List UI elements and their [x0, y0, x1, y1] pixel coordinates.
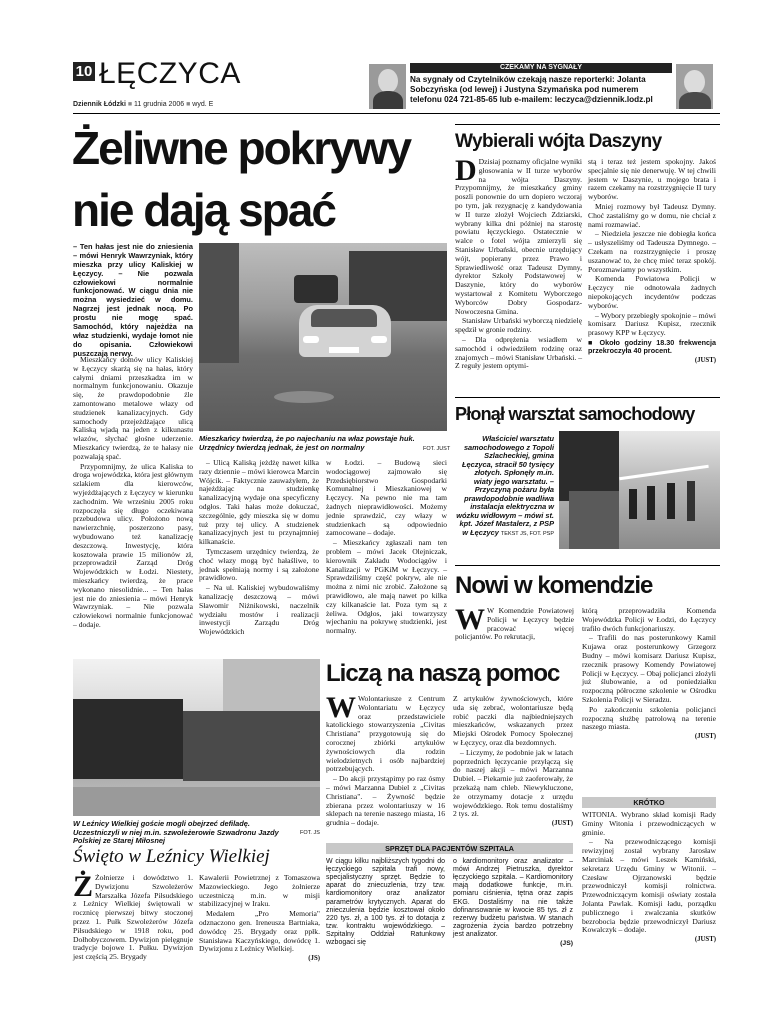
- krotko-bar: KRÓTKO: [582, 797, 716, 808]
- fire-credit: TEKST JS, FOT. PSP: [500, 530, 554, 537]
- issue-date: 11 grudnia 2006: [134, 101, 185, 108]
- parade-column-2: [199, 874, 320, 963]
- main-col1-p1: Mieszkańcy domów ulicy Kaliskiej w Łęczycy skarżą się na hałas, który całymi dniami przeszkadza im w normalnym funkcjonowaniu. Okazuje się, że prawdopodobnie źle zamontowano metalowe włazy od studzienek kanalizacyjnych. Gdy samochody przejeżdżające ulicą Kaliską wjadą na jeden z kilkunastu włazów, słychać głośne uderzenie. Mieszkańcy twierdzą, że te hałasy nie pozwalają spać.: [73, 355, 193, 461]
- sprzet-signature: (JS): [560, 940, 573, 948]
- pomoc-headline: Liczą na naszą pomoc: [326, 660, 560, 687]
- fire-rule: [455, 397, 720, 398]
- car-photo: [199, 243, 447, 431]
- parade-col1-text: Żołnierze i dowództwo 1. Dywizjonu Szwoleżerów Marszałka Józefa Piłsudskiego z Leźnicy Wielkiej świętowali w rocznicę pierwszej bitwy stoczonej przez 1. Pułk Szwoleżerów Józefa Piłsudskiego w 1918 roku, pod Dołhobyczowem. Dywizjon pielęgnuje tradycje bojowe 1. Pułku. Dywizjon jest częścią 25. Brygady: [73, 873, 193, 962]
- signals-bar: CZEKAMY NA SYGNAŁY: [410, 63, 672, 73]
- pomoc-col2-p1: Z artykułów żywnościowych, które uda się zebrać, wolontariusze będą robić paczki dla najbiedniejszych mieszkańców, wskazanych przez Miejski Ośrodek Pomocy Społecznej w Łęczycy, oraz dla bezdomnych.: [453, 694, 573, 747]
- komenda-col2-p3: Po zakończeniu szkolenia policjanci rozpoczną służbę patrolową na terenie naszego miasta.: [582, 704, 716, 732]
- komenda-column-1: [455, 603, 574, 643]
- wojt-col2-p3: – Niedziela jeszcze nie dobiegła końca – usłyszeliśmy od Tadeusza Dymnego. – Czekam na rozstrzygnięcie i proszę uszanować to, że chcę mieć teraz spokój. Porozmawiamy po wszystkim.: [588, 229, 716, 274]
- komenda-col2-p2: – Trafili do nas posterunkowy Kamil Kujawa oraz posterunkowy Grzegorz Budny – mówi komisarz Dariusz Kupisz, rzecznik prasowy Komendy Powiatowej Policji w Łęczycy. – Obaj policjanci złożyli już ślubowanie, a od poniedziałku rozpoczną półroczne szkolenie w Ośrodku Szkolenia Policji w Sieradzu.: [582, 633, 716, 704]
- parade-drop-cap: Ż: [73, 870, 94, 903]
- main-column-3: [326, 459, 447, 637]
- wojt-col1-p1: Dzisiaj poznamy oficjalne wyniki głosowania w II turze wyborów na wójta Daszyny. Przypomnijmy, że mieszkańcy gminy poszli ponownie do urn dopiero wczoraj po tym, jak rezygnację z kandydowania w II turze złożył Wojciech Zdziarski, wybrany kilka dni później na starostę powiatu łęczyckiego. Ostatecznie w walce o fotel wójta zmierzyli się Stanisław Urbański, obecnie urzędujący wójt, popierany przez Prawo i Sprawiedliwość oraz Tadeusz Dymny, dyrektor Szkoły Podstawowej w Daszynie, który do wyborów wystartował z Komitetu Wyborczego Wyborców Dobry Gospodarz-Nowoczesna Gmina.: [455, 157, 582, 316]
- wojt-drop-cap: D: [455, 154, 477, 187]
- parade-signature: (JS): [308, 955, 320, 963]
- pomoc-signature: (JUST): [551, 820, 573, 828]
- wojt-column-2: [588, 158, 716, 365]
- parade-credit: FOT. JS: [300, 830, 320, 836]
- pomoc-drop-cap: W: [326, 691, 356, 724]
- paper-name: Dziennik Łódzki: [73, 101, 126, 108]
- main-col2-p2: Tymczasem urzędnicy twierdzą, że choć włazy mogą być hałaśliwe, to jednak spełniają normy i są założone prawidłowo.: [199, 546, 319, 583]
- sprzet-column-1: [326, 858, 445, 948]
- main-headline-line-2: nie dają spać: [72, 184, 335, 236]
- sprzet-column-2: [453, 858, 573, 948]
- signals-text: Na sygnały od Czytelników czekają nasze reporterki: Jolanta Sobczyńska (od lewej) i Justyna Szymańska pod numerem telefonu 024 721-85-65 lub e-mailem: leczyca@dziennik.lodz.pl: [410, 75, 653, 104]
- wojt-col2-p2: Mniej rozmowy był Tadeusz Dymny. Choć zastaliśmy go w domu, nie chciał z nami rozmawiać.: [588, 201, 716, 229]
- komenda-signature: (JUST): [694, 733, 716, 741]
- pomoc-column-1: [326, 691, 445, 829]
- komenda-rule: [455, 565, 720, 566]
- wojt-col2-p5: – Wybory przebiegły spokojnie – mówi komisarz Dariusz Kupisz, rzecznik prasowy KPP w Łęczycy.: [588, 310, 716, 338]
- page-number: 10: [73, 62, 95, 81]
- main-headline-line-1: Żeliwne pokrywy: [72, 122, 411, 174]
- parade-column-1: [73, 870, 193, 963]
- krotko-column: [582, 811, 716, 944]
- fire-photo: [559, 431, 720, 549]
- wojt-col1-p3: – Dla odprężenia wsiadłem w samochód i odwiedziłem rodzinę oraz znajomych – mówi Stanisław Urbański. – Z reguły jestem optymi-: [455, 334, 582, 371]
- main-col3-p1: w Łodzi. – Budową sieci wodociągowej zajmowało się Przedsiębiorstwo Gospodarki Komunalnej i Mieszkaniowej w Łęczycy. Na pewno nie ma tam żadnych nieprawidłowości. Możemy jednie sprawdzić, czy włazy w studzienkach są odpowiednio zamocowane – dodaje.: [326, 458, 447, 538]
- parade-caption: W Leźnicy Wielkiej goście mogli obejrzeć defiladę. Uczestniczyli w niej m.in. szwoleżerowie Szwadronu Jazdy Polskiej ze Starej Miłosnej: [73, 819, 279, 846]
- main-column-1: [73, 356, 193, 631]
- komenda-col1-text: W Komendzie Powiatowej Policji w Łęczycy będzie pracować więcej policjantów. Po rekrutacji,: [455, 606, 574, 642]
- wojt-rule: [455, 124, 720, 125]
- parade-photo: [73, 659, 320, 816]
- section-title: ŁĘCZYCA: [99, 57, 241, 90]
- wojt-signature: (JUST): [694, 356, 716, 364]
- parade-col2-p2: Medalem „Pro Memoria" odznaczono gen. Ireneusza Bartniaka, dowódcę 25. Brygady oraz ppłk. Stanisława Kaczyńskiego, dowódcę 1. Dywizjonu z Leźnicy Wielkiej.: [199, 909, 320, 954]
- sprzet-col2-text: o kardiomonitory oraz analizator – mówi Andrzej Pietruszka, dyrektor łęczyckiego szpitala. – Kardiomonitory mają dodatkowe funkcje, m.in. pomiaru ciśnienia, tętna oraz zapis EKG. Dostaliśmy na nie także dofinansowanie w kwocie 85 tys. zł z rezerwy budżetu państwa. W stanach zagrożenia życia bardzo potrzebny jest analizator.: [453, 858, 573, 938]
- edition: wyd. E: [192, 101, 214, 108]
- krotko-p2: – Na przewodniczącego komisji rewizyjnej został wybrany Jarosław Marciniak – mówi Leszek Kamiński, sekretarz Urzędu Gminy w Witonii. – Czesław Ojrzanowski będzie przewodniczył komisji rolnictwa. Przewodniczącym komisji oświaty została Jolanta Pawlak. Komisji ładu, porządku publicznego i zwalczania skutków bezrobocia będzie przewodniczył Dariusz Kowalczyk – dodaje.: [582, 837, 716, 935]
- reporter-photo-left: [369, 64, 406, 109]
- pomoc-column-2: [453, 695, 573, 828]
- main-column-2: [199, 459, 319, 638]
- parade-col2-p1: Kawalerii Powietrznej z Tomaszowa Mazowieckiego. Jego żołnierze uczestniczą m.in. w misji stabilizacyjnej w Iraku.: [199, 873, 320, 909]
- komenda-column-2: [582, 607, 716, 741]
- parade-headline: Święto w Leźnicy Wielkiej: [73, 846, 270, 867]
- car-photo-credit: FOT. JUST: [423, 446, 451, 452]
- krotko-signature: (JUST): [694, 936, 716, 944]
- pomoc-col1-p2: – Do akcji przystąpimy po raz ósmy – mówi Marzanna Dubiel z „Civitas Christiana". – Żywność będzie zbierana przez wolontariuszy w 16 sklepach na terenie naszego miasta, 16 grudnia – dodaje.: [326, 774, 445, 828]
- main-lead: – Ten hałas jest nie do zniesienia – mówi Henryk Wawrzyniak, który mieszka przy ulicy Kaliskiej w Łęczycy. – Nie pozwala człowiekowi normalnie funkcjonować. W ciągu dnia nie można wysiedzieć w domu. Nagrzej jest jednak nocą. Po prostu nie mogę spać. Samochód, który najeżdża na właz studzienki, wydaje łomot nie do opisania. Człowiekowi puszczają nerwy.: [73, 242, 193, 358]
- main-col2-p1: – Ulicą Kaliską jeżdżę nawet kilka razy dziennie – mówi kierowca Marcin Wójcik. – Faktycznie zauważyłem, że najeżdżając na studzienkę kanalizacyjną wydaje ona specyficzny odgłos. Taki hałas może dokuczać, szczególnie, gdy mieszka się w domu tuż przy tej ulicy. A studzienek kanalizacyjnych jest tu przynajmniej kilkanaście.: [199, 458, 319, 547]
- wojt-column-1: [455, 154, 582, 372]
- fire-headline: Płonął warsztat samochodowy: [455, 404, 695, 424]
- komenda-headline: Nowi w komendzie: [455, 572, 653, 599]
- krotko-p1: WITONIA. Wybrano skład komisji Rady Gminy Witonia i przewodniczących w gminie.: [582, 810, 716, 837]
- car-photo-caption: Mieszkańcy twierdzą, że po najechaniu na właz powstaje huk. Urzędnicy twierdzą jednak, że jest on normalny: [199, 434, 415, 452]
- pomoc-col2-p2: – Liczymy, że podobnie jak w latach poprzednich łęczycanie przyłączą się do naszej akcji – mówi Marzanna Dubiel. – Piekarnie już zaoferowały, że przekażą nam chleb. Niewykluczone, że otrzymamy dotacje z urzędu wojewódzkiego. Rok temu dostaliśmy 2 tys. zł.: [453, 747, 573, 819]
- pomoc-col1-p1: Wolontariusze z Centrum Wolontariatu w Łęczycy oraz przedstawiciele katolickiego stowarzyszenia „Civitas Christiana" przygotowują się do corocznej zbiórki artykułów żywnościowych dla rodzin wielodzietnych i osób najbardziej potrzebujących.: [326, 694, 445, 774]
- sprzet-bar: SPRZĘT DLA PACJENTÓW SZPITALA: [326, 843, 573, 854]
- wojt-col2-p4: Komenda Powiatowa Policji w Łęczycy nie odnotowała żadnych niepokojących incydentów podczas wyborów.: [588, 274, 716, 310]
- wojt-headline: Wybierali wójta Daszyny: [455, 131, 662, 152]
- komenda-col2-p1: którą przeprowadziła Komenda Wojewódzka Policji w Łodzi, do Łęczycy trafiło dwóch funkcjonariuszy.: [582, 606, 716, 633]
- wojt-col1-p2: Stanisław Urbański wyborczą niedzielę spędził w gronie rodziny.: [455, 316, 582, 335]
- sprzet-col1-text: W ciągu kilku najbliższych tygodni do łęczyckiego szpitala trafi nowy, specjalistyczny sprzęt. Będzie to aparat do zniecuzlenia, trzy tzw. kardiomonitory oraz analizator parametrów krytycznych. Aparat do znieczulenia będzie kosztował około 220 tys. zł, a 100 tys. zł to dotacja z tzw. kontraktu wojewódzkiego. – Szpitalny Oddział Ratunkowy wzbogaci się: [326, 858, 445, 947]
- wojt-col2-p1: stą i teraz też jestem spokojny. Jakoś specjalnie się nie denerwuję. W tej chwili jestem w Daszynie, u mojego brata i razem czekamy na rozstrzygnięcie II tury wyborów.: [588, 157, 716, 202]
- reporter-photo-right: [676, 64, 713, 109]
- masthead-line: Dziennik Łódzki ■ 11 grudnia 2006 ■ wyd. E: [73, 101, 214, 108]
- fire-caption-text: Właściciel warsztatu samochodowego z Topoli Szlacheckiej, gmina Łęczyca, stracił 50 tysięcy złotych. Spłonęły m.in. wiaty jego warsztatu. – Przyczyną pożaru była prawdopodobnie wadliwa instalacja elektryczna w wózku widłowym – mówi st. kpt. Józef Mastalerz, z PSP w Łęczycy: [456, 434, 554, 537]
- main-col1-p2: Przypomnijmy, że ulica Kaliska to droga wojewódzka, która jest głównym szlakiem dla kierowców, wyjeżdżających z Łęczycy w kierunku zachodnim. We wrześniu 2005 roku rozpoczęła się długo oczekiwana przebudowa ulicy. Położono nową nawierzchnię, poszerzono pasy, wybudowano też kanalizację deszczową. Inwestycję, która kosztowała prawie 15 milionów zł, przeprowadził Zarząd Dróg Wojewódzkich w Łodzi. Niestety, mieszkańcy twierdzą, że prace wykonano niesolidnie... – Ten hałas jest nie do zniesienia – mówi Henryk Wawrzyniak. – Nie pozwala człowiekowi normalnie funkcjonować – dodaje.: [73, 461, 193, 629]
- main-col3-p2: – Mieszkańcy zgłaszali nam ten problem – mówi Jacek Olejniczak, kierownik Zakładu Wodociągów i Kanalizacji w PGKiM w Łęczycy. – Sprawdziliśmy część pokryw, ale nie można z nimi nic zrobić. Założone są prawidłowo, ale mają nawet po kilka czy kilkanaście lat. Poza tym są z żeliwa. Odgłos, jaki towarzyszy wjechaniu na pokrywę studzienki, jest normalny.: [326, 538, 447, 636]
- main-col2-p3: – Na ul. Kaliskiej wybudowaliśmy kanalizację deszczową – mówi Sławomir Niżnikowski, naczelnik wydziału mostów i realizacji inwestycji Zarządu Dróg Wojewódzkich: [199, 583, 319, 637]
- wojt-col2-p6: ■ Około godziny 18.30 frekwencja przekroczyła 40 procent.: [588, 337, 716, 356]
- komenda-drop-cap: W: [455, 603, 485, 636]
- header-rule: [73, 113, 720, 114]
- fire-caption: [455, 435, 554, 537]
